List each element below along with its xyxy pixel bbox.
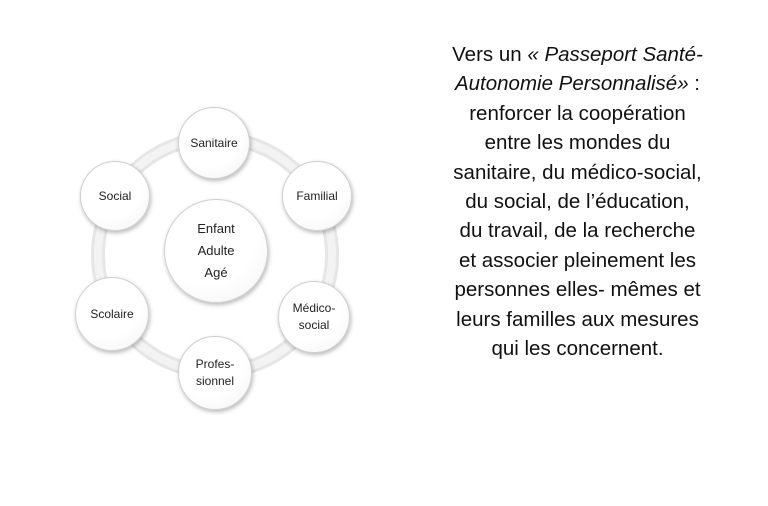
statement-body-line: du social, de l’éducation, bbox=[465, 190, 690, 214]
statement-body-line: et associer pleinement les bbox=[458, 248, 696, 272]
center-label-age: Agé bbox=[204, 265, 228, 280]
statement-body-line: sanitaire, du médico-social, bbox=[453, 160, 702, 184]
statement-title-part-1: « Passeport Santé- bbox=[527, 43, 703, 66]
node-medico-social bbox=[278, 281, 350, 353]
statement-body-line: qui les concernent. bbox=[491, 337, 664, 361]
statement-body-line: du travail, de la recherche bbox=[459, 219, 696, 243]
node-social bbox=[80, 161, 150, 231]
node-professionnel bbox=[178, 336, 252, 410]
node-professionnel-label-1: Profes- bbox=[195, 357, 235, 371]
statement-body-line: leurs familles aux mesures bbox=[456, 307, 699, 331]
node-familial bbox=[282, 161, 352, 231]
statement-colon: : bbox=[688, 72, 701, 96]
statement-body-line: entre les mondes du bbox=[484, 131, 671, 155]
node-sanitaire bbox=[178, 107, 250, 179]
node-medico-social-label-2: social bbox=[298, 318, 330, 332]
center-label-enfant: Enfant bbox=[197, 221, 235, 236]
center-label-adulte: Adulte bbox=[197, 243, 235, 258]
node-scolaire bbox=[75, 277, 149, 351]
statement-body-line: renforcer la coopération bbox=[469, 101, 686, 125]
statement-title-line-1 bbox=[395, 40, 760, 69]
statement-intro: Vers un bbox=[452, 43, 522, 66]
node-social-label: Social bbox=[98, 188, 132, 203]
statement-title-part-2: Autonomie Personnalisé» bbox=[454, 72, 689, 96]
node-scolaire-label: Scolaire bbox=[90, 306, 134, 321]
statement-text bbox=[395, 40, 760, 363]
node-sanitaire-label: Sanitaire bbox=[190, 135, 238, 150]
node-professionnel-label-2: sionnel bbox=[195, 374, 235, 388]
statement-body-line: personnes elles- mêmes et bbox=[454, 278, 701, 302]
statement-title-line-2 bbox=[395, 69, 760, 98]
node-medico-social-label-1: Médico- bbox=[292, 301, 336, 315]
node-familial-label: Familial bbox=[296, 188, 338, 203]
center-node-population bbox=[164, 199, 268, 303]
